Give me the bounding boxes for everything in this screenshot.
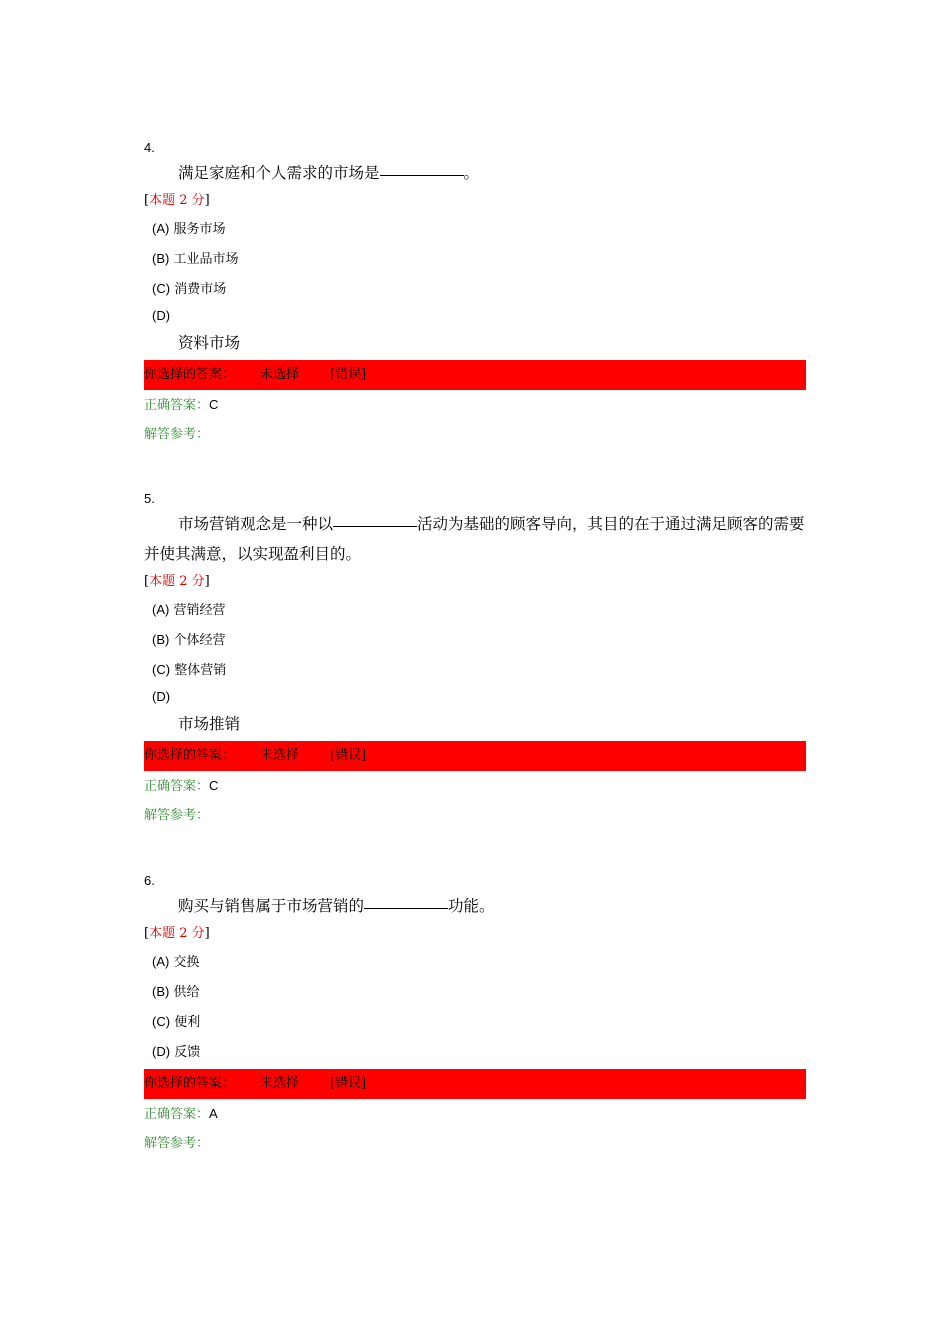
option-d[interactable]: (D) 市场推销 — [152, 689, 241, 733]
option-a[interactable]: (A) 服务市场 — [152, 221, 226, 237]
answer-blank — [380, 174, 464, 176]
correct-answer: 正确答案：C — [144, 778, 219, 794]
question-stem: 满足家庭和个人需求的市场是 。 — [178, 164, 480, 182]
question-stem: 市场营销观念是一种以 活动为基础的顾客导向，其目的在于通过满足顾客的需要并使其满意，以实现盈利目的。 — [144, 515, 805, 563]
result-bar: 你选择的答案： 未选择 [错误] — [144, 360, 806, 390]
correct-answer: 正确答案：A — [144, 1106, 218, 1122]
question-number: 4. — [144, 140, 155, 155]
result-bar: 你选择的答案： 未选择 [错误] — [144, 1069, 806, 1099]
question-6 — [144, 871, 806, 1159]
question-number: 5. — [144, 491, 155, 506]
option-b[interactable]: (B) 供给 — [152, 984, 200, 1000]
answer-reference: 解答参考： — [144, 808, 210, 823]
answer-blank — [364, 907, 448, 909]
option-c[interactable]: (C) 便利 — [152, 1014, 201, 1030]
question-stem: 购买与销售属于市场营销的 功能。 — [178, 897, 495, 915]
option-d[interactable]: (D) 反馈 — [152, 1044, 201, 1060]
option-b[interactable]: (B) 工业品市场 — [152, 251, 239, 267]
score-label: [本题 2 分] — [144, 926, 210, 941]
answer-blank — [333, 525, 417, 527]
option-c[interactable]: (C) 整体营销 — [152, 662, 227, 678]
score-label: [本题 2 分] — [144, 574, 210, 589]
option-a[interactable]: (A) 交换 — [152, 954, 200, 970]
answer-reference: 解答参考： — [144, 1136, 210, 1151]
option-b[interactable]: (B) 个体经营 — [152, 632, 226, 648]
question-number: 6. — [144, 873, 155, 888]
correct-answer: 正确答案：C — [144, 397, 219, 413]
option-c[interactable]: (C) 消费市场 — [152, 281, 227, 297]
answer-reference: 解答参考： — [144, 427, 210, 442]
score-label: [本题 2 分] — [144, 193, 210, 208]
option-d[interactable]: (D) 资料市场 — [152, 308, 241, 352]
option-a[interactable]: (A) 营销经营 — [152, 602, 226, 618]
question-5 — [144, 489, 806, 831]
result-bar: 你选择的答案： 未选择 [错误] — [144, 741, 806, 771]
question-4 — [144, 138, 806, 450]
